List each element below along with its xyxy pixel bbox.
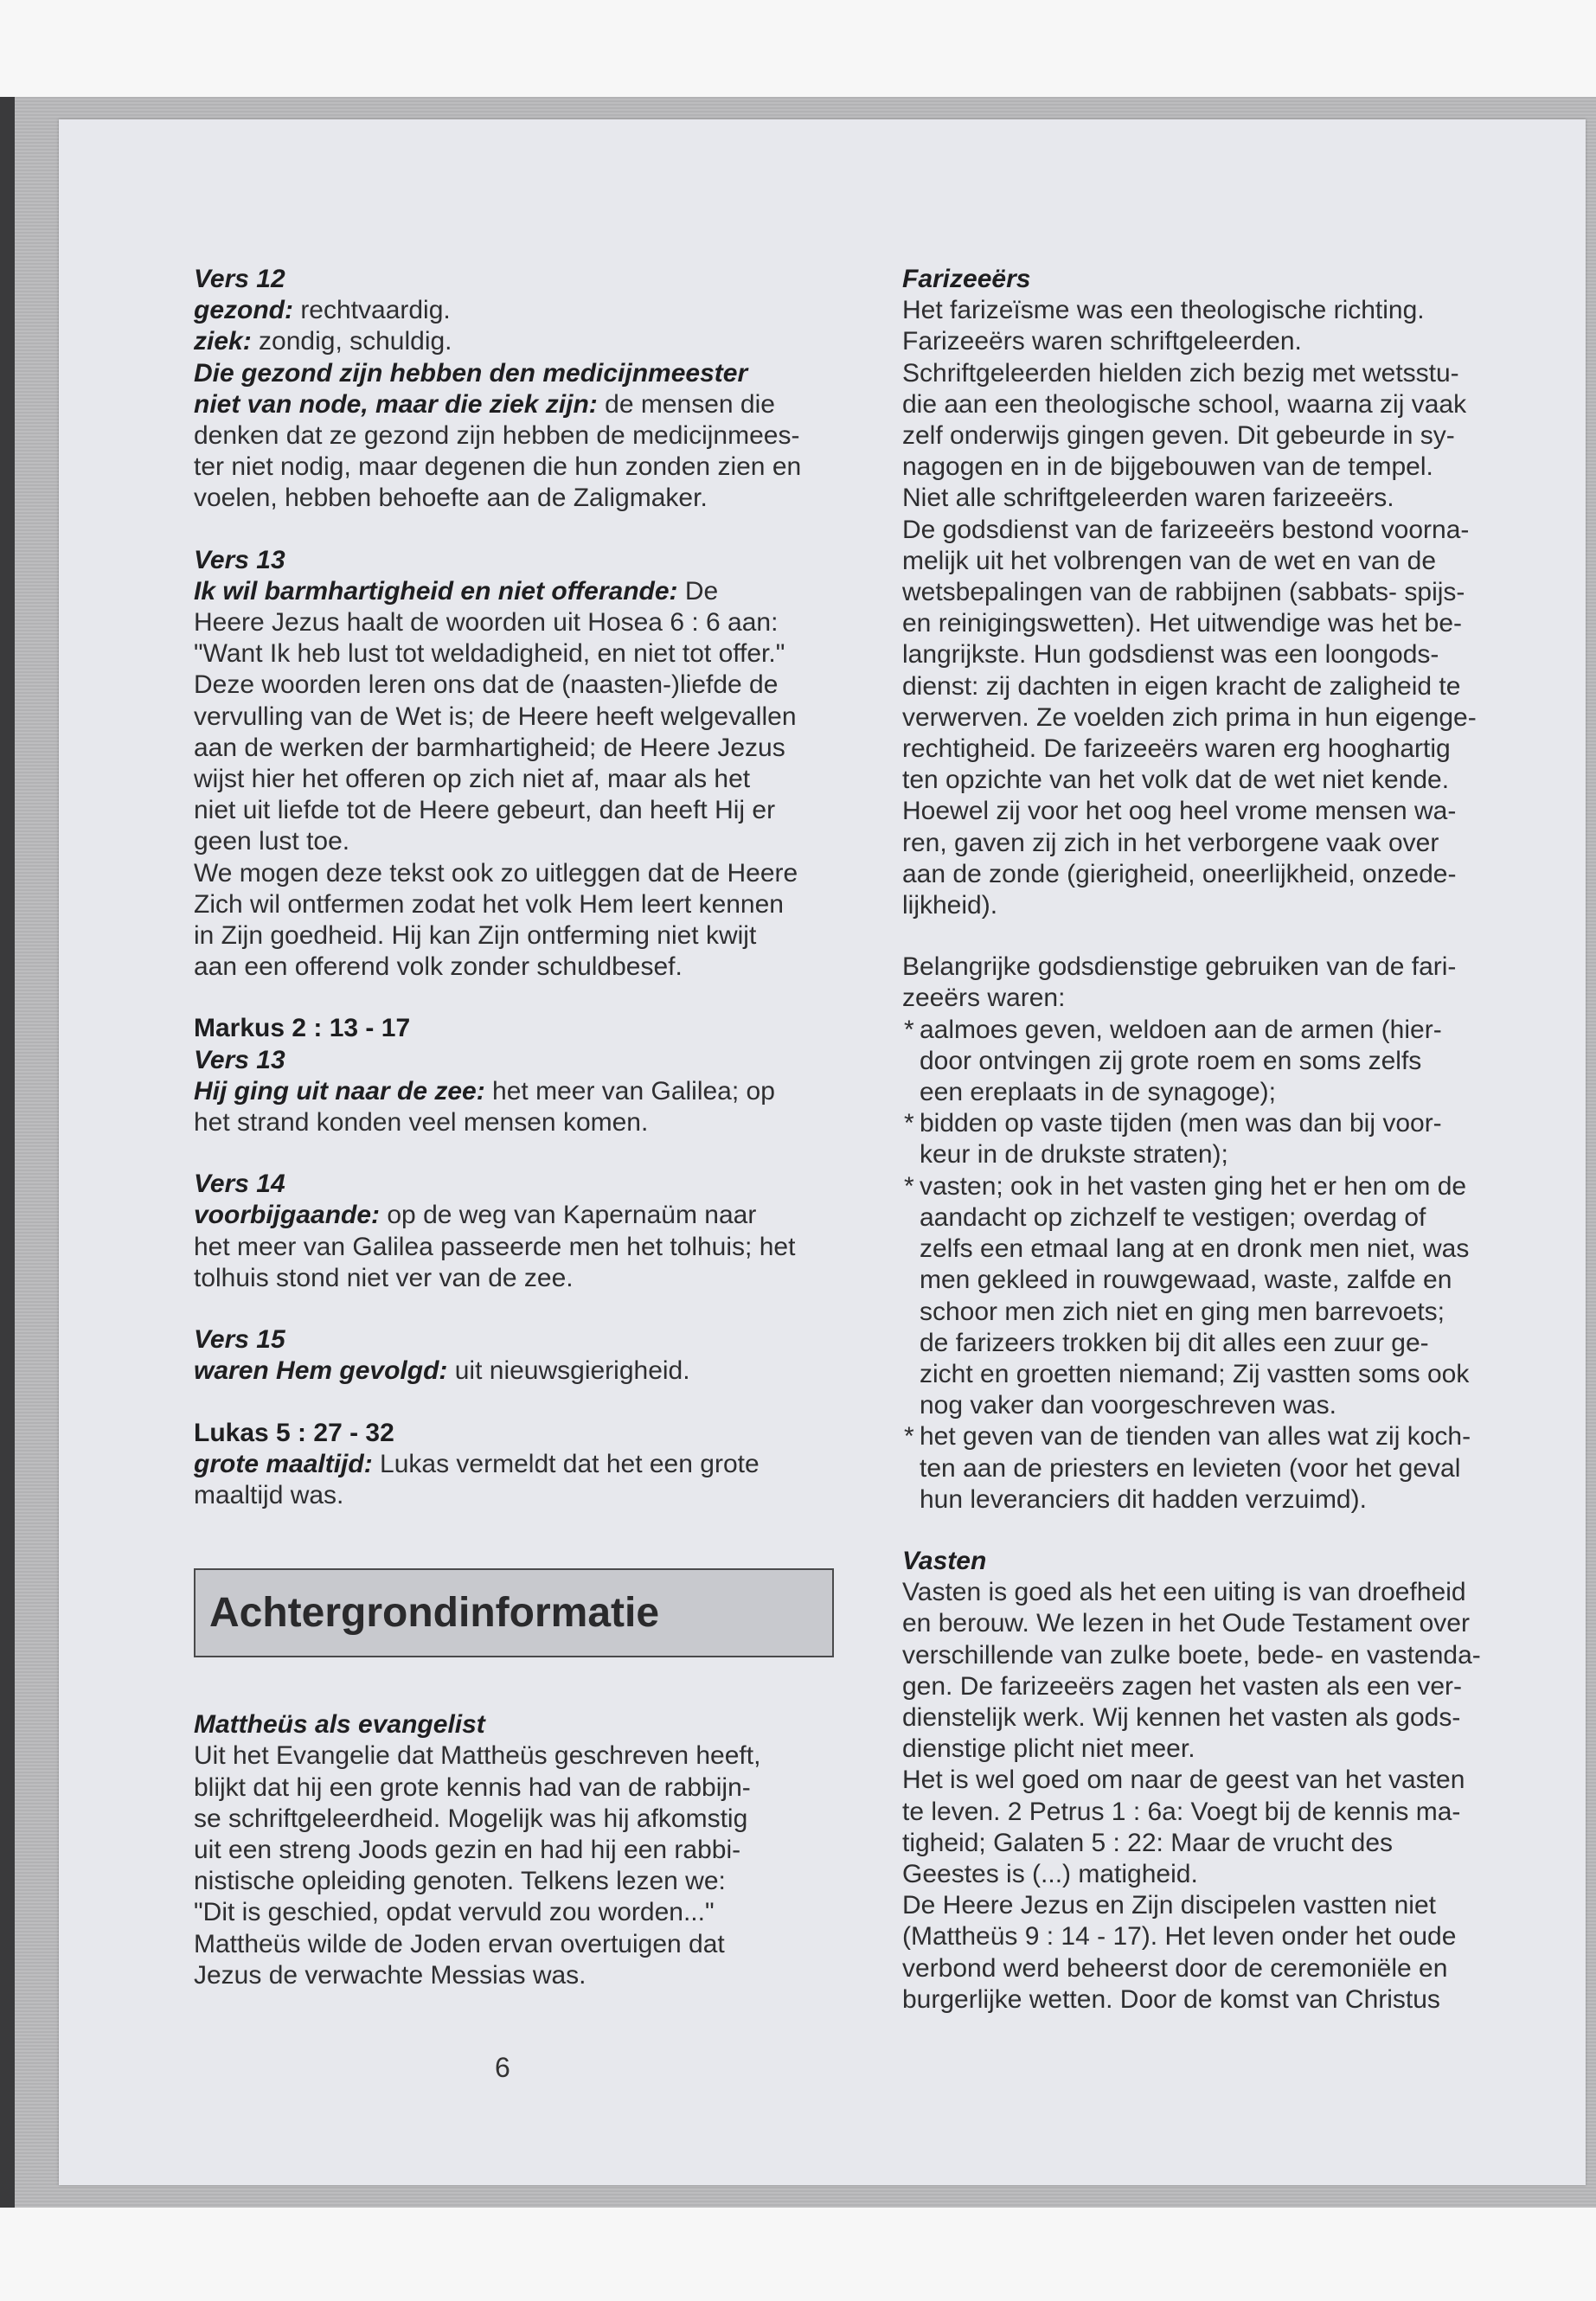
body-text: het meer van Galilea; op xyxy=(484,1076,775,1106)
text-line xyxy=(194,1804,834,1835)
paragraph-block xyxy=(194,1709,834,1991)
body-text: het meer van Galilea passeerde men het tolhuis; het xyxy=(194,1232,796,1261)
text-line xyxy=(194,670,834,701)
body-text: uit nieuwsgierigheid. xyxy=(447,1356,690,1386)
text-line xyxy=(194,389,834,420)
text-line xyxy=(194,920,834,952)
body-text: wetsbepalingen van de rabbijnen (sabbats- spijs- xyxy=(902,578,1465,607)
term-label: waren Hem gevolgd: xyxy=(194,1356,448,1386)
text-line xyxy=(902,952,1542,983)
body-text: Vasten is goed als het een uiting is van droefheid xyxy=(902,1578,1466,1607)
text-line xyxy=(920,1390,1542,1421)
text-line xyxy=(194,1356,834,1387)
text-line xyxy=(194,1480,834,1511)
text-line xyxy=(902,1640,1542,1671)
text-line xyxy=(194,295,834,326)
text-line xyxy=(902,1765,1542,1796)
text-line xyxy=(920,1171,1542,1202)
body-text: voelen, hebben behoefte aan de Zaligmaker. xyxy=(194,484,708,513)
term-label: Vers 12 xyxy=(194,265,285,293)
text-line xyxy=(902,1921,1542,1952)
body-text: gen. De farizeeërs zagen het vasten als een ver- xyxy=(902,1671,1463,1701)
body-text: De Heere Jezus en Zijn discipelen vastten niet xyxy=(902,1891,1436,1920)
body-text: Het farizeïsme was een theologische richting. xyxy=(902,296,1425,325)
body-text: nagogen en in de bijgebouwen van de tempel. xyxy=(902,452,1433,482)
text-line xyxy=(194,1200,834,1231)
body-text: uit een streng Joods gezin en had hij een rabbi- xyxy=(194,1835,741,1864)
text-line xyxy=(194,576,834,607)
text-line xyxy=(194,1929,834,1960)
body-text: verbond werd beheerst door de ceremoniële en xyxy=(902,1953,1448,1983)
body-text: keur in de drukste straten); xyxy=(920,1140,1228,1170)
text-line xyxy=(902,326,1542,357)
book-spine xyxy=(0,97,15,2208)
body-text: en berouw. We lezen in het Oude Testament over xyxy=(902,1609,1470,1638)
term-label: Vers 13 xyxy=(194,545,285,574)
body-text: ten opzichte van het volk dat de wet niet kende. xyxy=(902,766,1450,795)
text-line xyxy=(902,420,1542,452)
body-text: Deze woorden leren ons dat de (naasten-)liefde de xyxy=(194,670,779,700)
body-text: zondig, schuldig. xyxy=(251,327,452,356)
scripture-reference: Lukas 5 : 27 - 32 xyxy=(194,1418,394,1447)
body-text: op de weg van Kapernaüm naar xyxy=(380,1201,757,1230)
body-text: Lukas vermeldt dat het een grote xyxy=(372,1449,760,1478)
text-line xyxy=(902,546,1542,577)
term-label: voorbijgaande: xyxy=(194,1201,381,1230)
text-line xyxy=(902,577,1542,608)
body-text: zelf onderwijs gingen geven. Dit gebeurde in sy- xyxy=(902,421,1455,451)
text-line xyxy=(902,1577,1542,1608)
text-line xyxy=(902,358,1542,389)
body-text: zicht en groetten niemand; Zij vastten soms ook xyxy=(920,1359,1470,1388)
body-text: de mensen die xyxy=(597,389,775,419)
text-line xyxy=(920,1265,1542,1296)
term-label: gezond: xyxy=(194,296,293,325)
body-text: het strand konden veel mensen komen. xyxy=(194,1108,649,1138)
text-line xyxy=(920,1297,1542,1328)
body-text: tigheid; Galaten 5 : 22: Maar de vrucht des xyxy=(902,1828,1393,1857)
text-line xyxy=(920,1139,1542,1170)
list-item xyxy=(902,1171,1542,1422)
body-text: De xyxy=(677,576,719,606)
text-line xyxy=(194,358,834,389)
text-line xyxy=(194,638,834,670)
text-line xyxy=(920,1202,1542,1234)
term-label: Vers 14 xyxy=(194,1170,285,1199)
body-text: vervulling van de Wet is; de Heere heeft welgevallen xyxy=(194,702,797,731)
body-text: dienst: zij dachten in eigen kracht de zaligheid te xyxy=(902,671,1461,701)
text-line xyxy=(194,1324,834,1356)
body-text: (Mattheüs 9 : 14 - 17). Het leven onder het oude xyxy=(902,1922,1457,1952)
body-text: Hoewel zij voor het oog heel vrome mensen wa- xyxy=(902,797,1457,826)
paragraph-block xyxy=(902,1546,1542,2016)
text-line xyxy=(920,1328,1542,1359)
body-text: rechtigheid. De farizeeërs waren erg hooghartig xyxy=(902,734,1451,764)
body-text: Farizeeërs waren schriftgeleerden. xyxy=(902,327,1302,356)
text-line xyxy=(194,545,834,576)
term-label: niet van node, maar die ziek zijn: xyxy=(194,389,598,419)
body-text: nog vaker dan voorgeschreven was. xyxy=(920,1391,1336,1420)
text-line xyxy=(194,795,834,826)
body-text: de farizeers trokken bij dit alles een zuur ge- xyxy=(920,1328,1429,1357)
body-text: ten aan de priesters en levieten (voor het geval xyxy=(920,1453,1461,1483)
text-line xyxy=(902,389,1542,420)
term-label: Farizeeërs xyxy=(902,265,1031,293)
text-line xyxy=(920,1015,1542,1046)
text-line xyxy=(902,264,1542,295)
body-text: denken dat ze gezond zijn hebben de medicijnmees- xyxy=(194,421,800,451)
body-text: te leven. 2 Petrus 1 : 6a: Voegt bij de kennis ma- xyxy=(902,1797,1461,1826)
text-line xyxy=(902,295,1542,326)
text-line xyxy=(194,1772,834,1804)
text-line xyxy=(194,1076,834,1107)
paragraph-block xyxy=(194,1418,834,1512)
text-line xyxy=(902,1953,1542,1984)
text-line xyxy=(902,1828,1542,1859)
list-item xyxy=(902,1015,1542,1109)
text-line xyxy=(902,1546,1542,1577)
text-line xyxy=(920,1108,1542,1139)
paragraph-block xyxy=(194,545,834,984)
text-line xyxy=(194,1232,834,1263)
text-line xyxy=(194,1897,834,1928)
term-label: Die gezond zijn hebben den medicijnmeester xyxy=(194,358,748,388)
text-line xyxy=(920,1484,1542,1516)
body-text: schoor men zich niet en ging men barrevoets; xyxy=(920,1297,1445,1326)
text-line xyxy=(902,671,1542,702)
text-line xyxy=(902,828,1542,859)
text-line xyxy=(194,889,834,920)
body-text: Niet alle schriftgeleerden waren farizeeërs. xyxy=(902,484,1394,513)
text-line xyxy=(902,1671,1542,1702)
body-text: aalmoes geven, weldoen aan de armen (hier- xyxy=(920,1015,1442,1044)
bullet-asterisk-icon: * xyxy=(904,1422,914,1452)
body-text: Uit het Evangelie dat Mattheüs geschreven heeft, xyxy=(194,1741,761,1771)
body-text: aan de zonde (gierigheid, oneerlijkheid, onzede- xyxy=(902,859,1457,888)
body-text: in Zijn goedheid. Hij kan Zijn ontferming niet kwijt xyxy=(194,921,757,951)
text-line xyxy=(902,452,1542,483)
body-text: maaltijd was. xyxy=(194,1480,344,1509)
text-line xyxy=(194,1263,834,1294)
section-banner-heading: Achtergrondinformatie xyxy=(194,1568,834,1657)
term-label: Vasten xyxy=(902,1546,987,1575)
paragraph-block xyxy=(194,1013,834,1138)
text-line xyxy=(194,952,834,983)
text-line xyxy=(902,859,1542,890)
body-text: "Dit is geschied, opdat vervuld zou worden..." xyxy=(194,1898,715,1927)
text-line xyxy=(902,515,1542,546)
text-line xyxy=(902,483,1542,514)
bullet-asterisk-icon: * xyxy=(904,1015,914,1044)
body-text: lijkheid). xyxy=(902,891,998,920)
body-text: nistische opleiding genoten. Telkens lezen we: xyxy=(194,1867,726,1896)
text-line xyxy=(902,765,1542,796)
text-line xyxy=(194,1835,834,1866)
body-text: Schriftgeleerden hielden zich bezig met wetsstu- xyxy=(902,358,1459,388)
body-text: langrijkste. Hun godsdienst was een loongods- xyxy=(902,640,1439,670)
text-line xyxy=(194,264,834,295)
body-text: men gekleed in rouwgewaad, waste, zalfde en xyxy=(920,1266,1452,1295)
body-text: We mogen deze tekst ook zo uitleggen dat de Heere xyxy=(194,858,798,888)
body-text: ter niet nodig, maar degenen die hun zonden zien en xyxy=(194,452,802,482)
paragraph-block xyxy=(194,1324,834,1387)
body-text: door ontvingen zij grote roem en soms zelfs xyxy=(920,1046,1422,1075)
text-line xyxy=(920,1046,1542,1077)
body-text: aan de werken der barmhartigheid; de Heere Jezus xyxy=(194,733,785,762)
term-label: Ik wil barmhartigheid en niet offerande: xyxy=(194,576,678,606)
text-line xyxy=(194,607,834,638)
text-line xyxy=(194,483,834,514)
left-column xyxy=(194,264,834,1991)
bullet-asterisk-icon: * xyxy=(904,1171,914,1201)
text-line xyxy=(194,1107,834,1138)
body-text: ren, gaven zij zich in het verborgene vaak over xyxy=(902,828,1439,857)
body-text: Jezus de verwachte Messias was. xyxy=(194,1960,586,1990)
text-line xyxy=(194,764,834,795)
paragraph-block xyxy=(194,264,834,515)
body-text: Belangrijke godsdienstige gebruiken van de fari- xyxy=(902,952,1457,982)
page-number: 6 xyxy=(495,2052,510,2083)
text-line xyxy=(902,1702,1542,1734)
term-label: ziek: xyxy=(194,327,252,356)
text-line xyxy=(920,1421,1542,1452)
text-line xyxy=(194,1709,834,1740)
body-text: melijk uit het volbrengen van de wet en van de xyxy=(902,546,1437,575)
text-line xyxy=(902,734,1542,765)
body-text: niet uit liefde tot de Heere gebeurt, dan heeft Hij er xyxy=(194,796,776,825)
text-line xyxy=(194,1045,834,1076)
text-line xyxy=(194,1740,834,1772)
term-label: Mattheüs als evangelist xyxy=(194,1710,485,1740)
body-text: en reinigingswetten). Het uitwendige was het be- xyxy=(902,609,1463,638)
text-line xyxy=(902,1734,1542,1765)
text-line xyxy=(194,452,834,483)
text-line xyxy=(194,858,834,889)
body-text: wijst hier het offeren op zich niet af, maar als het xyxy=(194,765,751,794)
term-label: Hij ging uit naar de zee: xyxy=(194,1076,485,1106)
paragraph-block xyxy=(194,1169,834,1294)
text-line xyxy=(920,1234,1542,1265)
bullet-list-section xyxy=(902,952,1542,1516)
text-line xyxy=(194,733,834,764)
text-line xyxy=(902,1890,1542,1921)
body-text: die aan een theologische school, waarna zij vaak xyxy=(902,389,1467,419)
text-line xyxy=(902,983,1542,1014)
body-text: se schriftgeleerdheid. Mogelijk was hij afkomstig xyxy=(194,1804,748,1833)
text-line xyxy=(920,1077,1542,1108)
term-label: Vers 15 xyxy=(194,1325,285,1355)
text-line xyxy=(902,1797,1542,1828)
body-text: hun leveranciers dit hadden verzuimd). xyxy=(920,1484,1367,1514)
body-text: rechtvaardig. xyxy=(292,296,451,325)
text-line xyxy=(902,796,1542,827)
body-text: zeeërs waren: xyxy=(902,984,1066,1013)
text-line xyxy=(902,1984,1542,2016)
body-text: Geestes is (...) matigheid. xyxy=(902,1859,1198,1888)
body-text: het geven van de tienden van alles wat zij koch- xyxy=(920,1422,1471,1452)
body-text: "Want Ik heb lust tot weldadigheid, en niet tot offer." xyxy=(194,639,785,669)
text-line xyxy=(920,1453,1542,1484)
body-text: aan een offerend volk zonder schuldbesef. xyxy=(194,952,683,982)
body-text: geen lust toe. xyxy=(194,827,350,856)
body-text: zelfs een etmaal lang at en dronk men niet, was xyxy=(920,1234,1470,1264)
text-line xyxy=(194,326,834,357)
text-line xyxy=(194,702,834,733)
text-line xyxy=(194,1013,834,1044)
body-text: blijkt dat hij een grote kennis had van de rabbijn- xyxy=(194,1772,751,1802)
scripture-reference: Markus 2 : 13 - 17 xyxy=(194,1014,411,1043)
body-text: dienstige plicht niet meer. xyxy=(902,1734,1195,1764)
list-item xyxy=(902,1108,1542,1170)
text-line xyxy=(194,1169,834,1200)
body-text: De godsdienst van de farizeeërs bestond voorna- xyxy=(902,515,1470,544)
term-label: Vers 13 xyxy=(194,1045,285,1074)
text-line xyxy=(194,1418,834,1449)
body-text: aandacht op zichzelf te vestigen; overdag of xyxy=(920,1202,1426,1232)
text-line xyxy=(194,1449,834,1480)
text-line xyxy=(902,890,1542,921)
body-text: vasten; ook in het vasten ging het er hen om de xyxy=(920,1171,1467,1201)
text-line xyxy=(920,1359,1542,1390)
body-text: burgerlijke wetten. Door de komst van Christus xyxy=(902,1984,1440,2014)
text-line xyxy=(902,608,1542,639)
body-text: bidden op vaste tijden (men was dan bij voor- xyxy=(920,1109,1442,1138)
text-line xyxy=(194,420,834,452)
text-line xyxy=(194,826,834,857)
right-column xyxy=(902,264,1542,2016)
body-text: verwerven. Ze voelden zich prima in hun eigenge- xyxy=(902,702,1477,732)
text-line xyxy=(902,1608,1542,1639)
body-text: een ereplaats in de synagoge); xyxy=(920,1078,1276,1107)
body-text: verschillende van zulke boete, bede- en vastenda- xyxy=(902,1640,1481,1670)
text-line xyxy=(902,702,1542,734)
paragraph-block xyxy=(902,264,1542,921)
body-text: dienstelijk werk. Wij kennen het vasten als gods- xyxy=(902,1702,1461,1732)
term-label: grote maaltijd: xyxy=(194,1449,373,1478)
text-line xyxy=(902,1859,1542,1890)
text-line xyxy=(194,1960,834,1991)
bullet-asterisk-icon: * xyxy=(904,1109,914,1138)
body-text: Heere Jezus haalt de woorden uit Hosea 6 : 6 aan: xyxy=(194,608,779,638)
list-item xyxy=(902,1421,1542,1516)
body-text: Het is wel goed om naar de geest van het vasten xyxy=(902,1766,1465,1795)
body-text: Mattheüs wilde de Joden ervan overtuigen dat xyxy=(194,1929,725,1958)
body-text: tolhuis stond niet ver van de zee. xyxy=(194,1263,574,1292)
text-line xyxy=(902,639,1542,670)
text-line xyxy=(194,1866,834,1897)
body-text: Zich wil ontfermen zodat het volk Hem leert kennen xyxy=(194,889,784,919)
